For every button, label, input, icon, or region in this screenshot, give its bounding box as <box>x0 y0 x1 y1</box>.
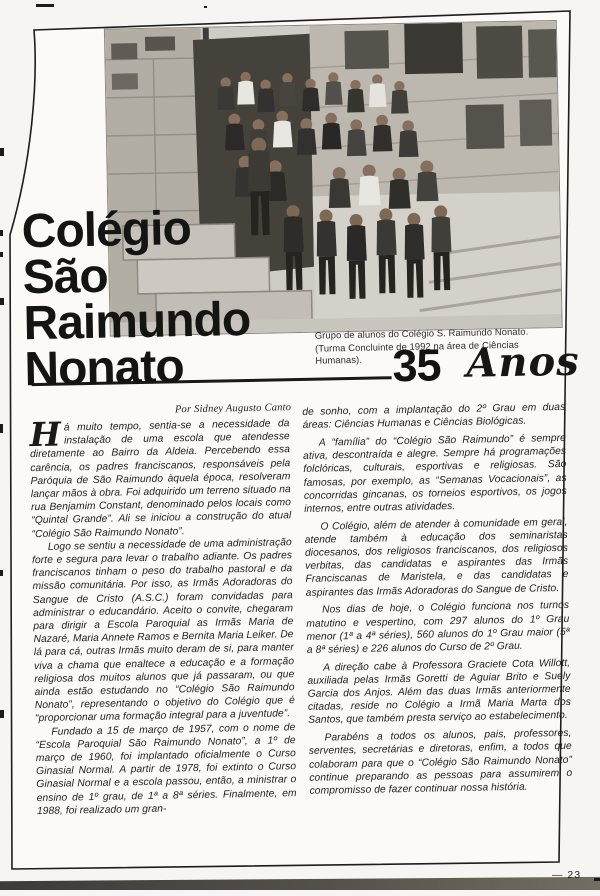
article-paragraph: de sonho, com a implantação do 2º Grau em duas áreas: Ciências Humanas e Ciências Biológicas. <box>302 401 566 432</box>
title-line: São <box>22 249 109 305</box>
article-column-right <box>302 401 573 803</box>
article-body <box>29 399 573 818</box>
article-paragraph: Logo se sentiu a necessidade de uma administração forte e segura para levar o trabalho adiante. Os padres franciscanos tinham o peso do trabalho pastoral e da missão comunitária. Por isso, as Irmãs Adoradoras do Sangue de Cristo (A.S.C.) foram convidadas para administrar o educandário. Aceito o convite, chegaram para dirigir a Escola Paroquial as Irmãs Maria de Nazaré, Maria Annete Ramos e Bernita Maria Leiker. De lá para cá, outras Irmãs muito deram de si, para manter viva a chama que enaltece a educação e a formação religiosa dos muitos alunos que já passaram, ou que ainda estão estudando no “Colégio São Raimundo Nonato”, representando o objetivo do Colégio que é “proporcionar uma formação integral para a juventude”. <box>31 537 295 725</box>
article-title <box>21 202 251 397</box>
window-opening <box>519 99 552 146</box>
scan-artifact <box>0 298 4 305</box>
photo-caption-line1: Grupo de alunos do Colégio S. Raimundo Nonato. <box>314 325 529 341</box>
title-line: Nonato <box>23 340 185 397</box>
byline: Por Sidney Augusto Canto <box>174 402 292 416</box>
article-paragraph <box>29 414 292 541</box>
article-column-left <box>29 414 297 818</box>
paragraph-text: á muito tempo, sentia-se a necessidade da instalação de uma escola que atendesse diretamente ao Bairro da Aldeia. Percebendo essa carência, os padres franciscanos, responsáveis pela Paróquia de São Raimundo àquela época, resolveram lançar mãos à obra. Foi adquirido um terreno situado na rua Benjamim Constant, denominado pelos locais como “Quintal Grande”. Ali se iniciou a construção do atual “Colégio São Raimundo Nonato”. <box>29 418 292 540</box>
scan-artifact <box>0 424 3 433</box>
scan-artifact <box>0 230 3 236</box>
page-number: — 23 <box>552 869 582 881</box>
scan-artifact <box>0 148 4 156</box>
article-paragraph: Fundado a 15 de março de 1957, com o nome de “Escola Paroquial São Raimundo Nonato”, a 1º de março de 1960, foi implantado oficialmente o Curso Ginasial Normal. A partir de 1978, foi extinto o Curso Ginasial Normal e a escola passou, então, a ministrar o ensino de 1º grau, de 1ª a 8ª séries. Finalmente, em 1988, foi realizado um gran- <box>35 721 297 818</box>
window-opening <box>344 30 389 69</box>
scan-artifact <box>0 570 3 576</box>
scan-artifact <box>204 6 207 8</box>
photo-caption-line2: (Turma Concluinte de 1992 na área de Ciências Humanas). <box>314 338 519 367</box>
title-line: Raimundo <box>23 292 251 351</box>
scan-artifact <box>36 4 54 7</box>
window-opening <box>466 104 505 149</box>
article-paragraph: Nos dias de hoje, o Colégio funciona nos turnos matutino e vespertino, com 297 alunos do 1º Grau menor (1ª a 4ª séries), 560 alunos do 1º Grau maior (5ª a 8ª séries) e 226 alunos do Curso de 2º Grau. <box>306 600 570 656</box>
article-paragraph: O Colégio, além de atender à comunidade em geral, atende também à educação dos seminaristas diocesanos, dos religiosos franciscanos, dos religiosos verbitas, das candidatas e aspirantes das Irmãs Franciscanas de Maristela, e das candidatas e aspirantes das Irmãs Adoradoras do Sangue de Cristo. <box>304 516 569 599</box>
scan-artifact <box>594 878 600 881</box>
window-opening <box>528 29 557 78</box>
article-paragraph: A direção cabe à Professora Graciete Cota Willott, auxiliada pelas Irmãs Goretti de Aguiar Brito e Suely Garcia dos Anjos. Além das duas Irmãs anteriormente citadas, reside no Colégio a Irmã Maria Marta dos Santos, que também presta serviço ao estabelecimento. <box>307 657 572 727</box>
scan-artifact <box>0 710 4 718</box>
window-opening <box>476 26 523 79</box>
article-paragraph: Parabéns a todos os alunos, pais, professores, serventes, secretárias e diretoras, enfim, a todos que colaboram para que o “Colégio São Raimundo Nonato” continue preparando as pessoas para assumirem o compromisso de fazer continuar nossa história. <box>308 728 573 797</box>
anniversary-number: 35 <box>391 339 441 392</box>
anniversary-word: Anos <box>465 337 581 387</box>
title-line: Colégio <box>21 202 192 259</box>
article-paragraph: A “família” do “Colégio São Raimundo” é sempre ativa, descontraída e alegre. Sempre há programações folclóricas, culturais, esportivas e religiosas. São famosas, por exemplo, as “Semanas Vocacionais”, as concorridas gincanas, os torneios esportivos, os jogos internos, entre outras atividades. <box>303 432 567 515</box>
dropcap: H <box>29 414 62 455</box>
window-opening <box>404 23 463 74</box>
scan-artifact <box>0 252 3 257</box>
